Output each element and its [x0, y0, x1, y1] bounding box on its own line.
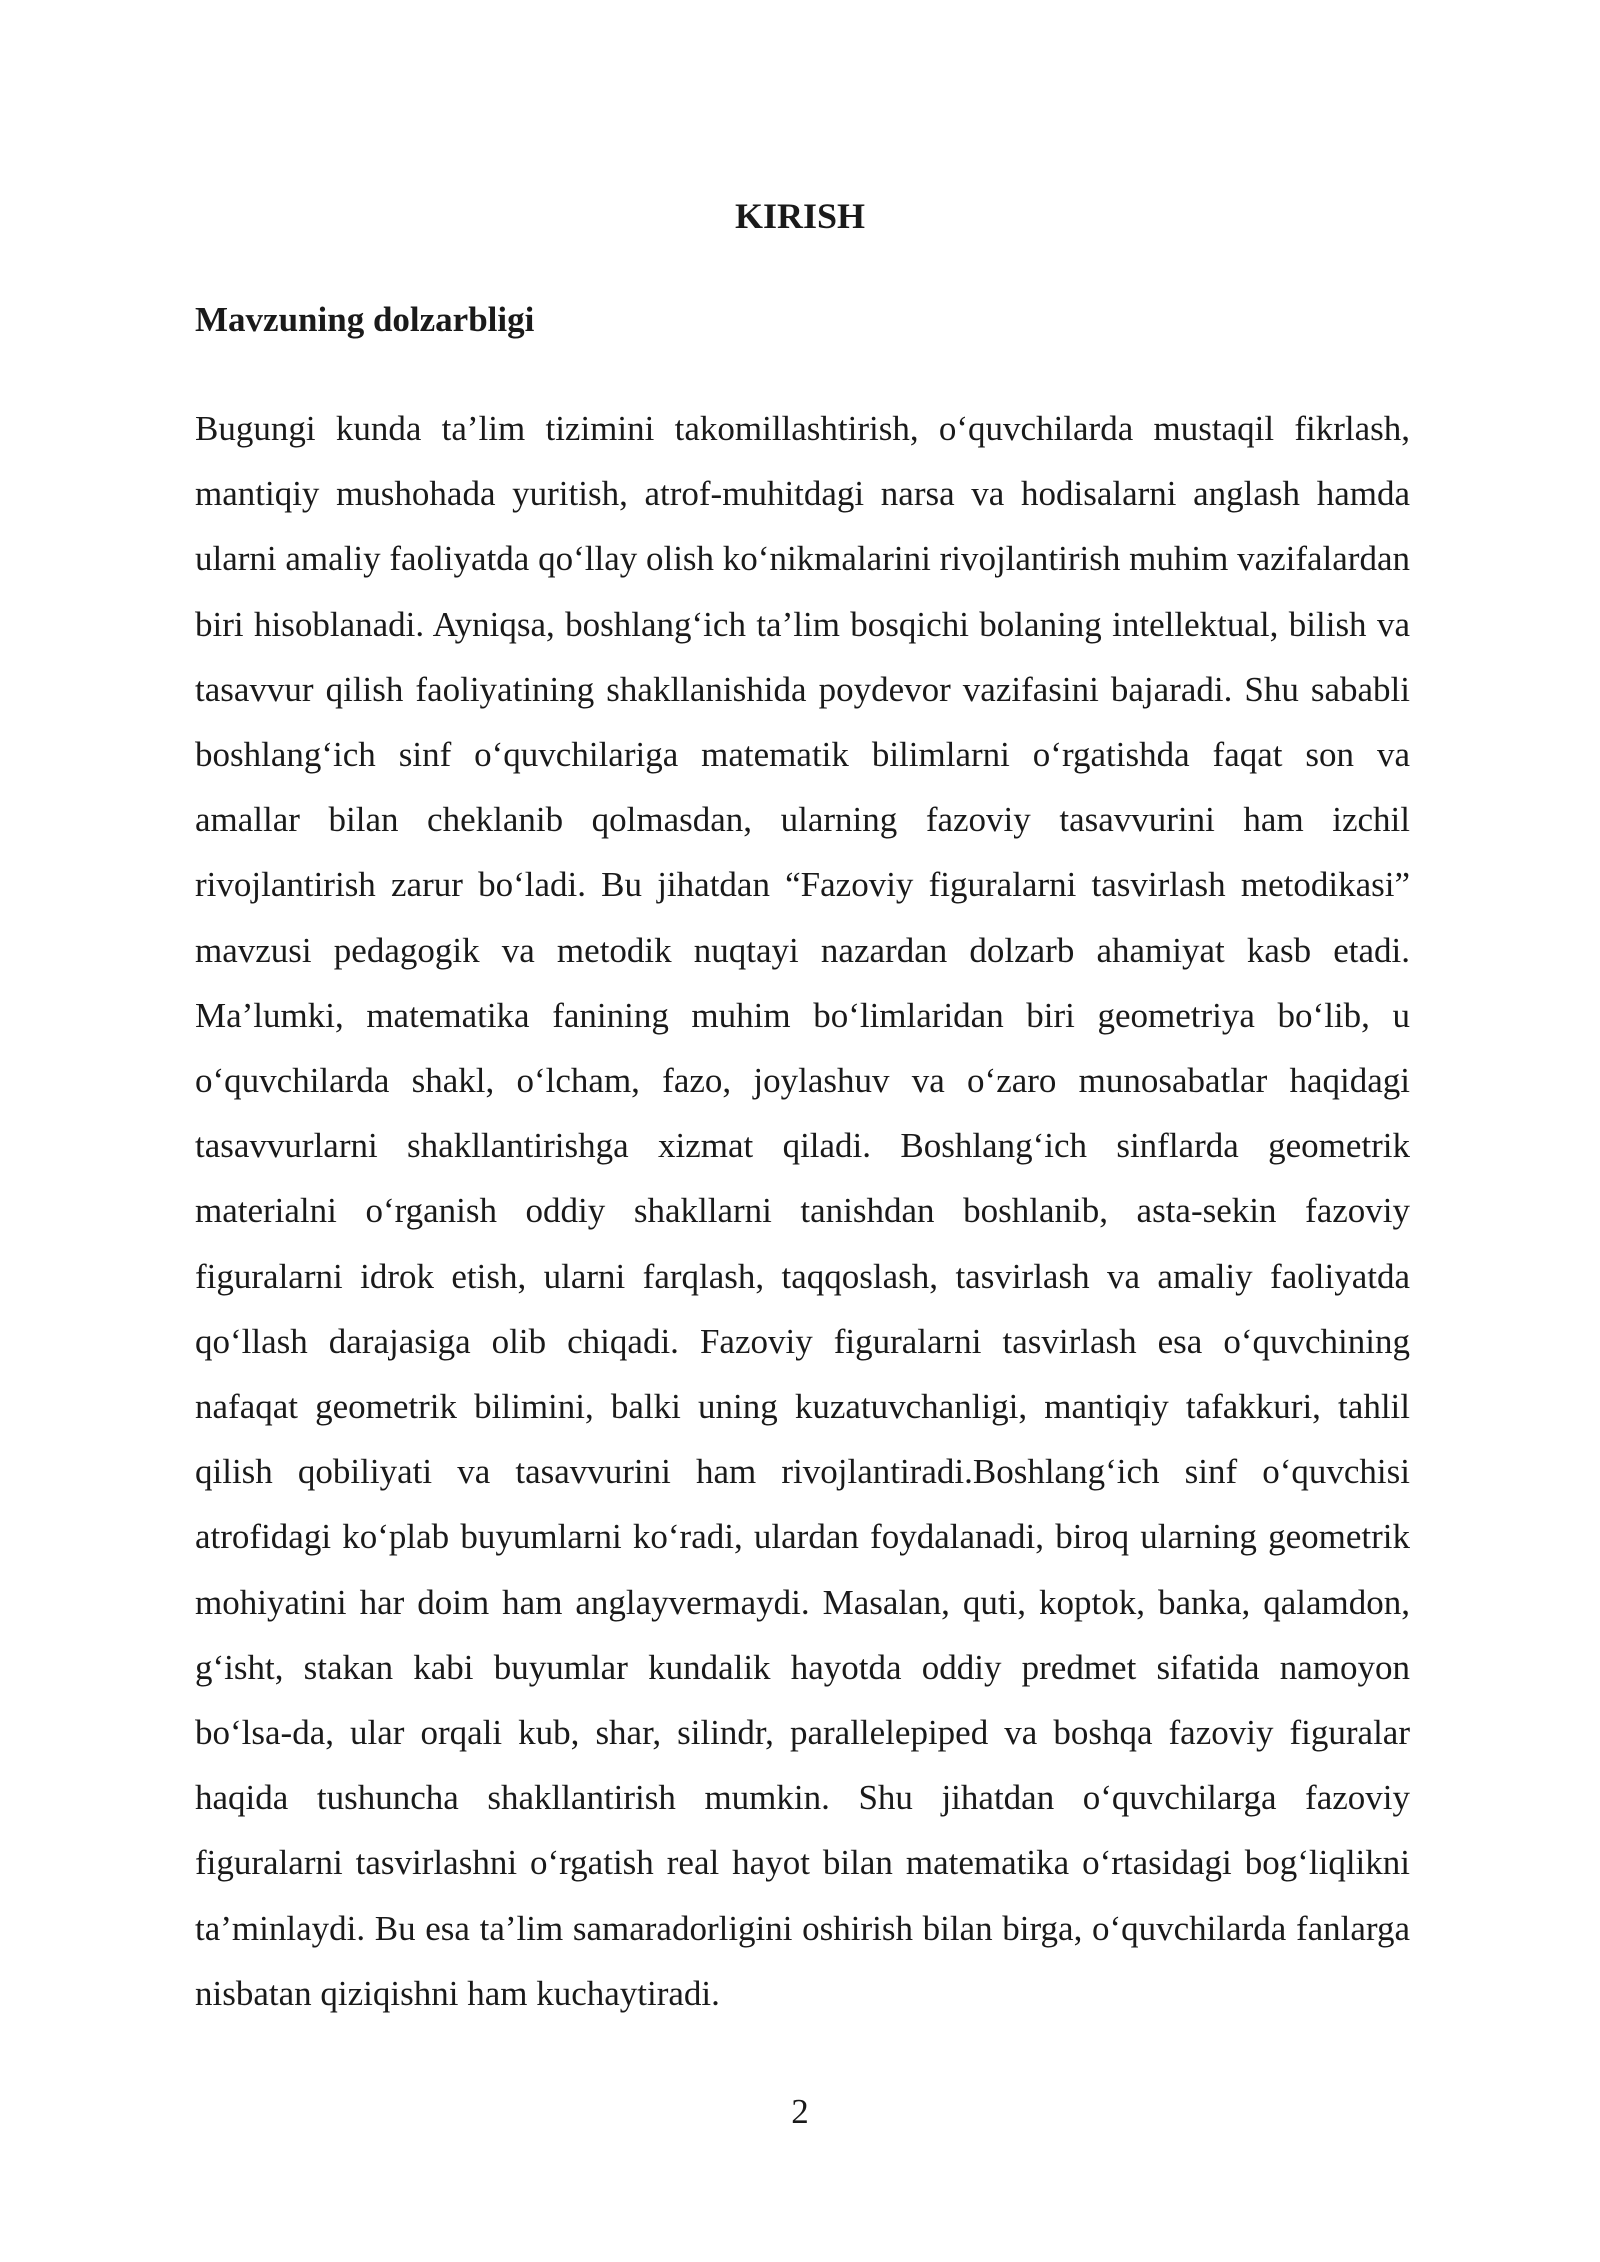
page-title: KIRISH — [734, 196, 866, 236]
page-number: 2 — [791, 2092, 809, 2131]
section-heading: Mavzuning dolzarbligi — [195, 300, 535, 339]
body-paragraph: Bugungi kunda ta’lim tizimini takomillashtirish, o‘quvchilarda mustaqil fikrlash, mantiqiy mushohada yuritish, atrof-muhitdagi narsa va hodisalarni anglash hamda ularni amaliy faoliyatda qo‘llay olish ko‘nikmalarini rivojlantirish muhim vazifalardan biri hisoblanadi. Ayniqsa, boshlang‘ich ta’lim bosqichi bolaning intellektual, bilish va tasavvur qilish faoliyatining shakllanishida poydevor vazifasini bajaradi. Shu sababli boshlang‘ich sinf o‘quvchilariga matematik bilimlarni o‘rgatishda faqat son va amallar bilan cheklanib qolmasdan, ularning fazoviy tasavvurini ham izchil rivojlantirish zarur bo‘ladi. Bu jihatdan “Fazoviy figuralarni tasvirlash metodikasi” mavzusi pedagogik va metodik nuqtayi nazardan dolzarb ahamiyat kasb etadi. Ma’lumki, matematika fanining muhim bo‘limlaridan biri geometriya bo‘lib, u o‘quvchilarda shakl, o‘lcham, fazo, joylashuv va o‘zaro munosabatlar haqidagi tasavvurlarni shakllantirishga xizmat qiladi. Boshlang‘ich sinflarda geometrik materialni o‘rganish oddiy shakllarni tanishdan boshlanib, asta-sekin fazoviy figuralarni idrok etish, ularni farqlash, taqqoslash, tasvirlash va amaliy faoliyatda qo‘llash darajasiga olib chiqadi. Fazoviy figuralarni tasvirlash esa o‘quvchining nafaqat geometrik bilimini, balki uning kuzatuvchanligi, mantiqiy tafakkuri, tahlil qilish qobiliyati va tasavvurini ham rivojlantiradi.Boshlang‘ich sinf o‘quvchisi atrofidagi ko‘plab buyumlarni ko‘radi, ulardan foydalanadi, biroq ularning geometrik mohiyatini har doim ham anglayvermaydi. Masalan, quti, koptok, banka, qalamdon, g‘isht, stakan kabi buyumlar kundalik hayotda oddiy predmet sifatida namoyon bo‘lsa-da, ular orqali kub, shar, silindr, parallelepiped va boshqa fazoviy figuralar haqida tushuncha shakllantirish mumkin. Shu jihatdan o‘quvchilarga fazoviy figuralarni tasvirlashni o‘rgatish real hayot bilan matematika o‘rtasidagi bog‘liqlikni ta’minlaydi. Bu esa ta’lim samaradorligini oshirish bilan birga, o‘quvchilarda fanlarga nisbatan qiziqishni ham kuchaytiradi. — [195, 409, 1410, 2013]
